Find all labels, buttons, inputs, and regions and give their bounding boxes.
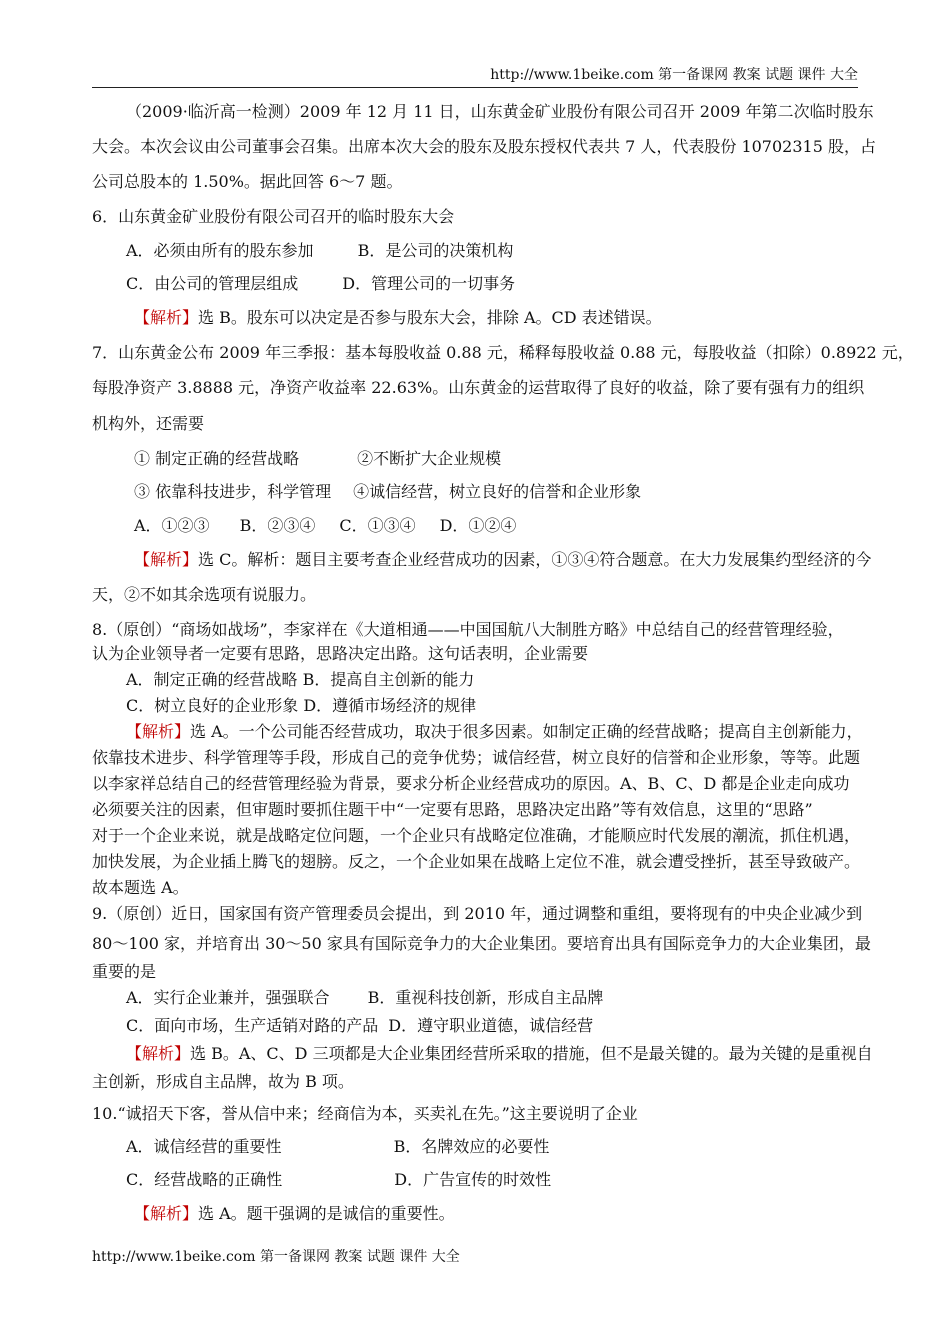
q9-option-c: C．面向市场，生产适销对路的产品 [126,1016,379,1035]
q8-stem-line-1: 8.（原创）“商场如战场”，李家祥在《大道相通——中国国航八大制胜方略》中总结自己的经营管理经验， [92,620,844,639]
q9-options-row-2 [126,1016,593,1036]
q10-explanation [134,1204,455,1224]
q10-option-d: D．广告宣传的时效性 [394,1170,552,1189]
q8-explanation-text: 选 A。一个公司能否经营成功，取决于很多因素。如制定正确的经营战略；提高自主创新能力， [190,722,863,741]
q6-explanation-text: 选 B。股东可以决定是否参与股东大会，排除 A。CD 表述错误。 [198,308,662,327]
q10-options-row-1 [126,1137,549,1157]
q6-explanation [134,308,662,328]
q8-options-row-1: A．制定正确的经营战略 B．提高自主创新的能力 [126,670,475,689]
q7-stem-line-2: 每股净资产 3.8888 元，净资产收益率 22.63%。山东黄金的运营取得了良好的收益，除了要有强有力的组织 [92,378,865,397]
q9-explanation-line-1 [126,1044,873,1064]
q10-options-row-2 [126,1170,551,1190]
intro-line-2: 大会。本次会议由公司董事会召集。出席本次大会的股东及股东授权代表共 7 人，代表股份 10702315 股，占 [92,137,876,156]
q7-explanation-text: 选 C。解析：题目主要考查企业经营成功的因素，①③④符合题意。在大力发展集约型经济的今 [198,550,872,569]
intro-line-1: （2009·临沂高一检测）2009 年 12 月 11 日，山东黄金矿业股份有限公司召开 2009 年第二次临时股东 [126,102,874,121]
q9-option-b: B．重视科技创新，形成自主品牌 [367,988,604,1007]
q8-explanation-line-5: 对于一个企业来说，就是战略定位问题，一个企业只有战略定位准确，才能顺应时代发展的潮流，抓住机遇， [92,826,861,845]
q7-option-a: A．①②③ [134,516,210,535]
q8-explanation-line-3: 以李家祥总结自己的经营管理经验为背景，要求分析企业经营成功的原因。A、B、C、D 都是企业走向成功 [92,774,850,793]
q8-explanation-line-1 [126,722,863,742]
q7-statement-2: ②不断扩大企业规模 [357,449,502,468]
q9-stem-line-1: 9.（原创）近日，国家国有资产管理委员会提出，到 2010 年，通过调整和重组，要将现有的中央企业减少到 [92,904,863,923]
q7-explanation-line-1 [134,550,871,570]
q10-explanation-text: 选 A。题干强调的是诚信的重要性。 [198,1204,455,1223]
intro-line-3: 公司总股本的 1.50%。据此回答 6～7 题。 [92,172,403,191]
q10-stem: 10.“诚招天下客，誉从信中来；经商信为本，买卖礼在先。”这主要说明了企业 [92,1104,638,1123]
q7-statement-3: ③ 依靠科技进步，科学管理 [134,482,332,501]
q9-option-a: A．实行企业兼并，强强联合 [126,988,330,1007]
explanation-tag: 【解析】 [134,1204,199,1223]
q8-explanation-line-4: 必须要关注的因素，但审题时要抓住题干中“一定要有思路，思路决定出路”等有效信息，这里的“思路” [92,800,813,819]
q6-option-b: B．是公司的决策机构 [357,241,514,260]
q10-option-a: A．诚信经营的重要性 [126,1137,282,1156]
q8-explanation-line-2: 依靠技术进步、科学管理等手段，形成自己的竞争优势；诚信经营，树立良好的信誉和企业形象，等等。此题 [92,748,861,767]
explanation-tag: 【解析】 [134,308,199,327]
q6-stem: 6．山东黄金矿业股份有限公司召开的临时股东大会 [92,207,455,226]
q8-options-row-2: C．树立良好的企业形象 D．遵循市场经济的规律 [126,696,477,715]
q7-option-b: B．②③④ [239,516,316,535]
q9-stem-line-2: 80～100 家，并培育出 30～50 家具有国际竞争力的大企业集团。要培育出具有国际竞争力的大企业集团，最 [92,934,871,953]
q6-option-row-1 [126,241,513,261]
q9-explanation-text: 选 B。A、C、D 三项都是大企业集团经营所采取的措施，但不是最关键的。最为关键的是重视自 [190,1044,873,1063]
page-header: http://www.1beike.com 第一备课网 教案 试题 课件 大全 [92,64,858,88]
q7-explanation-line-2: 天，②不如其余选项有说服力。 [92,585,317,604]
q10-option-c: C．经营战略的正确性 [126,1170,283,1189]
q7-stem-line-1: 7．山东黄金公布 2009 年三季报：基本每股收益 0.88 元，稀释每股收益 0.88 元，每股收益（扣除）0.8922 元， [92,343,914,362]
q8-stem-line-2: 认为企业领导者一定要有思路，思路决定出路。这句话表明，企业需要 [92,644,589,663]
q9-options-row-1 [126,988,603,1008]
q9-explanation-line-2: 主创新，形成自主品牌，故为 B 项。 [92,1072,354,1091]
explanation-tag: 【解析】 [134,550,199,569]
page-footer: http://www.1beike.com 第一备课网 教案 试题 课件 大全 [92,1249,460,1265]
explanation-tag: 【解析】 [126,1044,191,1063]
q9-option-d: D．遵守职业道德，诚信经营 [388,1016,594,1035]
q7-statement-row-2 [134,482,641,502]
q6-option-a: A．必须由所有的股东参加 [126,241,314,260]
q7-statement-1: ① 制定正确的经营战略 [134,449,300,468]
q7-statement-row-1 [134,449,501,469]
q7-option-c: C．①③④ [339,516,416,535]
q7-option-d: D．①②④ [439,516,517,535]
explanation-tag: 【解析】 [126,722,191,741]
q7-options [134,516,516,536]
q9-stem-line-3: 重要的是 [92,962,157,981]
q6-option-row-2 [126,274,515,294]
q6-option-c: C．由公司的管理层组成 [126,274,299,293]
q10-option-b: B．名牌效应的必要性 [393,1137,550,1156]
q6-option-d: D．管理公司的一切事务 [342,274,516,293]
q8-explanation-line-7: 故本题选 A。 [92,878,189,897]
q7-stem-line-3: 机构外，还需要 [92,414,205,433]
q7-statement-4: ④诚信经营，树立良好的信誉和企业形象 [353,482,642,501]
q8-explanation-line-6: 加快发展，为企业插上腾飞的翅膀。反之，一个企业如果在战略上定位不准，就会遭受挫折，甚至导致破产。 [92,852,861,871]
